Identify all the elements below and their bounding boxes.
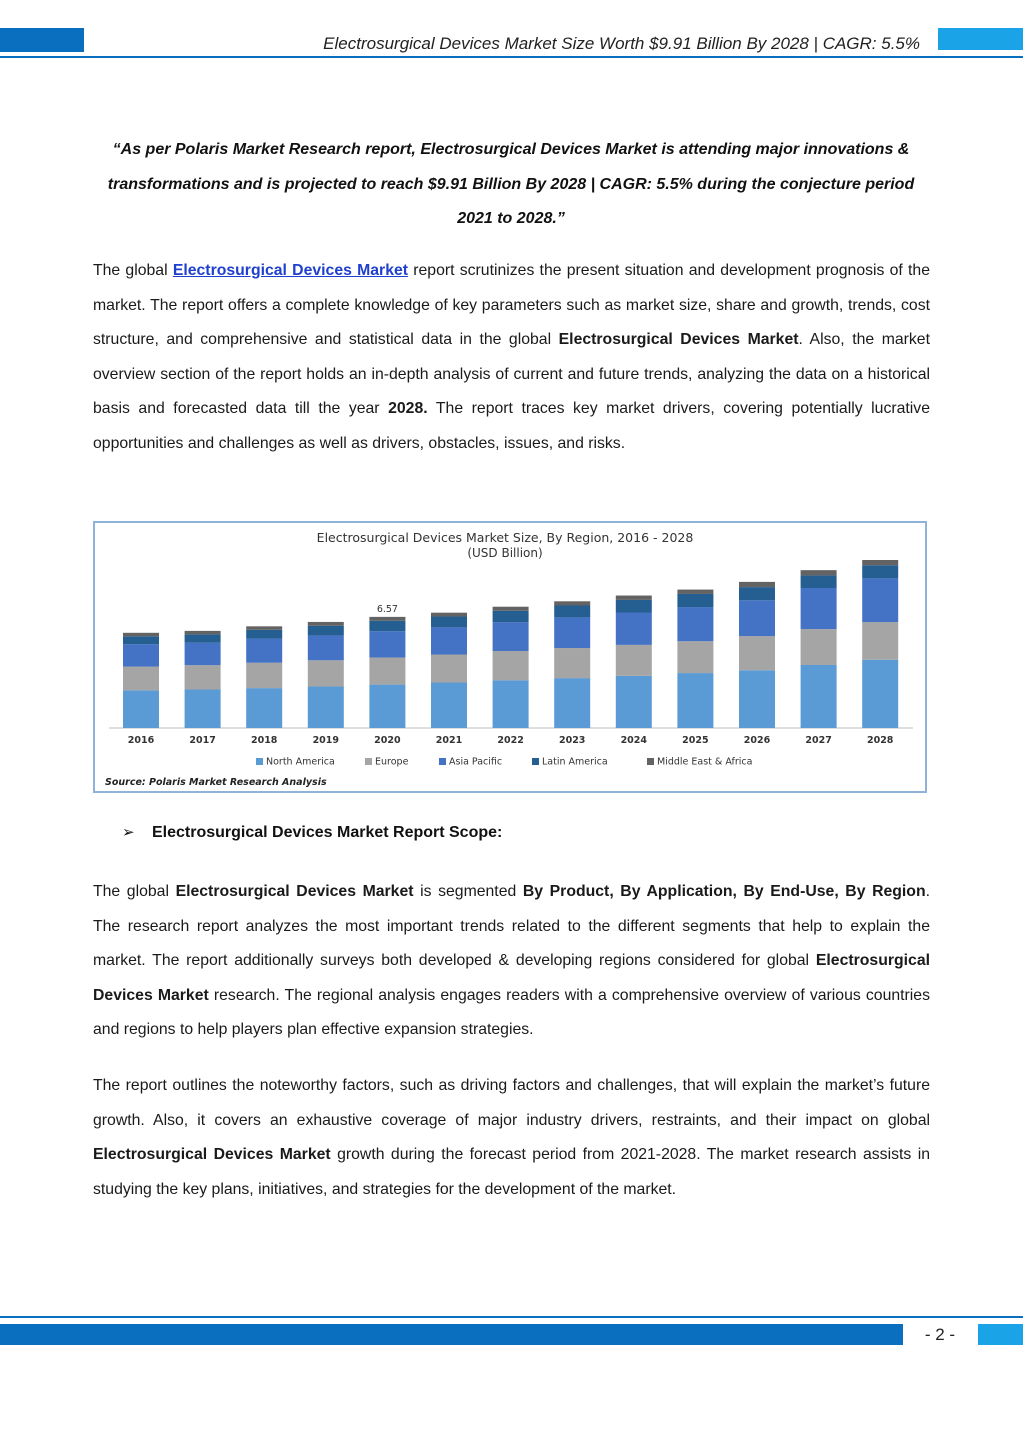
bar-segment-2027-middle-east-africa xyxy=(801,570,837,575)
bold-segments: By Product, By Application, By End-Use, By Region xyxy=(522,883,926,900)
bar-segment-2028-north-america xyxy=(862,660,898,728)
bold-year: 2028. xyxy=(388,400,428,418)
bar-segment-2018-middle-east-africa xyxy=(246,626,282,630)
bar-segment-2018-asia-pacific xyxy=(246,639,282,663)
bar-segment-2017-europe xyxy=(185,665,221,689)
x-tick-label-2022: 2022 xyxy=(497,735,524,746)
text-run: The report outlines the noteworthy factors, such as driving factors and challenges, that will explain the market’s future growth. Also, it covers an exhaustive coverage of major industry drivers, restraints, and their impact on global xyxy=(93,1077,930,1129)
data-label-2020: 6.57 xyxy=(376,603,398,615)
x-tick-label-2019: 2019 xyxy=(312,735,340,746)
text-run: is segmented xyxy=(413,883,523,900)
bar-segment-2023-europe xyxy=(554,648,590,678)
bar-segment-2017-asia-pacific xyxy=(185,643,221,665)
bar-segment-2026-latin-america xyxy=(739,587,775,600)
market-size-chart xyxy=(93,521,927,793)
bar-segment-2023-asia-pacific xyxy=(554,617,590,648)
page-number: - 2 - xyxy=(924,1325,956,1344)
bar-segment-2025-latin-america xyxy=(677,594,713,607)
x-tick-label-2025: 2025 xyxy=(682,735,709,746)
bar-segment-2016-north-america xyxy=(123,690,159,728)
quote-line-3: 2021 to 2028.” xyxy=(457,210,565,227)
bar-segment-2022-north-america xyxy=(493,680,529,728)
bar-segment-2017-middle-east-africa xyxy=(185,631,221,635)
bar-segment-2026-middle-east-africa xyxy=(739,582,775,587)
legend-swatch-europe xyxy=(365,758,372,765)
header-left-accent xyxy=(0,28,84,52)
bar-segment-2025-north-america xyxy=(677,673,713,728)
bar-segment-2028-middle-east-africa xyxy=(862,560,898,565)
quote-line-2: transformations and is projected to reach $9.91 Billion By 2028 | CAGR: 5.5% during the conjecture period xyxy=(107,175,915,193)
x-tick-label-2023: 2023 xyxy=(558,735,586,746)
footer-bar xyxy=(0,1324,903,1345)
bar-segment-2021-latin-america xyxy=(431,617,467,628)
bar-segment-2026-north-america xyxy=(739,670,775,728)
bar-segment-2028-europe xyxy=(862,622,898,660)
bar-segment-2020-asia-pacific xyxy=(369,631,405,657)
legend-swatch-north-america xyxy=(256,758,263,765)
bar-segment-2021-north-america xyxy=(431,683,467,729)
bar-segment-2028-asia-pacific xyxy=(862,578,898,622)
x-tick-label-2024: 2024 xyxy=(620,735,648,746)
legend-label-latin-america: Latin America xyxy=(542,756,608,768)
bar-segment-2020-latin-america xyxy=(369,621,405,632)
bar-segment-2016-latin-america xyxy=(123,636,159,644)
bar-segment-2019-middle-east-africa xyxy=(308,622,344,626)
legend-label-north-america: North America xyxy=(266,756,335,768)
chart-x-tick-labels xyxy=(128,735,894,746)
intro-quote xyxy=(88,133,934,237)
x-tick-label-2018: 2018 xyxy=(250,735,278,746)
x-tick-label-2016: 2016 xyxy=(127,735,155,746)
chart-canvas xyxy=(95,523,925,791)
chart-subtitle: (USD Billion) xyxy=(467,546,543,560)
header-right-accent xyxy=(938,28,1023,50)
bar-segment-2019-latin-america xyxy=(308,626,344,636)
outlook-paragraph xyxy=(93,1069,930,1207)
bar-segment-2021-europe xyxy=(431,655,467,683)
bold-market-name: Electrosurgical Devices Market xyxy=(558,331,799,349)
bar-segment-2027-asia-pacific xyxy=(801,588,837,629)
bar-segment-2020-europe xyxy=(369,657,405,684)
bar-segment-2024-latin-america xyxy=(616,600,652,613)
bar-segment-2022-latin-america xyxy=(493,611,529,622)
text-run: . Also, the market overview section of the report holds an in-depth analysis of current and future trends, analyzing the data on a historical basis and forecasted data till the year xyxy=(93,331,930,418)
x-tick-label-2020: 2020 xyxy=(374,735,401,746)
bar-segment-2027-latin-america xyxy=(801,575,837,588)
scope-paragraph xyxy=(93,875,930,1048)
bar-segment-2025-middle-east-africa xyxy=(677,590,713,594)
footer-right-accent xyxy=(978,1324,1023,1345)
legend-swatch-latin-america xyxy=(532,758,539,765)
quote-line-1: “As per Polaris Market Research report, Electrosurgical Devices Market is attending major innovations & xyxy=(112,141,910,158)
arrow-bullet-icon: ➢ xyxy=(122,824,135,841)
bar-segment-2016-asia-pacific xyxy=(123,644,159,666)
bar-segment-2023-latin-america xyxy=(554,606,590,618)
chart-bars xyxy=(123,560,898,728)
legend-label-asia-pacific: Asia Pacific xyxy=(449,756,503,768)
x-tick-label-2021: 2021 xyxy=(435,735,463,746)
bar-segment-2024-north-america xyxy=(616,676,652,728)
bar-segment-2019-north-america xyxy=(308,687,344,728)
report-scope-heading xyxy=(122,823,502,842)
bar-segment-2022-europe xyxy=(493,651,529,680)
bar-segment-2022-asia-pacific xyxy=(493,622,529,651)
text-run: . The research report analyzes the most important trends related to the different segments that help to explain the market. The report additionally surveys both developed & developing regions considered for global xyxy=(93,883,930,970)
bar-segment-2023-middle-east-africa xyxy=(554,601,590,605)
bar-segment-2020-north-america xyxy=(369,685,405,728)
text-run: report scrutinizes the present situation and development prognosis of the market. The report offers a complete knowledge of key parameters such as market size, share and growth, trends, cost structure, and comprehensive and statistical data in the global xyxy=(93,262,930,349)
bold-market-name: Electrosurgical Devices Market xyxy=(175,883,414,900)
bar-segment-2018-europe xyxy=(246,663,282,688)
bar-segment-2024-europe xyxy=(616,645,652,676)
bar-segment-2022-middle-east-africa xyxy=(493,607,529,611)
bar-segment-2024-asia-pacific xyxy=(616,613,652,645)
x-tick-label-2027: 2027 xyxy=(805,735,832,746)
bar-segment-2018-north-america xyxy=(246,688,282,728)
text-run: research. The regional analysis engages readers with a comprehensive overview of various countries and regions to help players plan effective expansion strategies. xyxy=(93,986,930,1039)
bar-segment-2021-asia-pacific xyxy=(431,627,467,654)
x-tick-label-2028: 2028 xyxy=(866,735,894,746)
chart-title: Electrosurgical Devices Market Size, By Region, 2016 - 2028 xyxy=(316,530,694,545)
text-run: growth during the forecast period from 2021-2028. The market research assists in studying the key plans, initiatives, and strategies for the development of the market. xyxy=(93,1146,931,1198)
bar-segment-2025-europe xyxy=(677,641,713,673)
text-run: The global xyxy=(93,262,173,279)
bar-segment-2019-asia-pacific xyxy=(308,635,344,660)
header-title: Electrosurgical Devices Market Size Worth $9.91 Billion By 2028 | CAGR: 5.5% xyxy=(323,34,920,53)
bar-segment-2017-latin-america xyxy=(185,634,221,642)
bar-segment-2028-latin-america xyxy=(862,565,898,578)
report-scope-heading-text: Electrosurgical Devices Market Report Scope: xyxy=(152,824,503,841)
bold-market-name: Electrosurgical Devices Market xyxy=(93,952,930,1004)
header-divider xyxy=(0,56,1023,58)
bar-segment-2017-north-america xyxy=(185,690,221,729)
bar-segment-2020-middle-east-africa xyxy=(369,617,405,621)
bar-segment-2026-asia-pacific xyxy=(739,600,775,636)
bold-market-name: Electrosurgical Devices Market xyxy=(93,1146,331,1164)
chart-source: Source: Polaris Market Research Analysis xyxy=(105,777,327,788)
text-run: The global xyxy=(93,883,176,900)
x-tick-label-2017: 2017 xyxy=(189,735,216,746)
bar-segment-2026-europe xyxy=(739,636,775,670)
footer-divider xyxy=(0,1316,1023,1318)
legend-swatch-asia-pacific xyxy=(439,758,446,765)
bar-segment-2027-europe xyxy=(801,629,837,665)
bar-segment-2023-north-america xyxy=(554,678,590,728)
x-tick-label-2026: 2026 xyxy=(743,735,771,746)
text-run: The report traces key market drivers, covering potentially lucrative opportunities and challenges as well as drivers, obstacles, issues, and risks. xyxy=(93,400,930,452)
bar-segment-2024-middle-east-africa xyxy=(616,596,652,600)
bar-segment-2016-middle-east-africa xyxy=(123,633,159,637)
bar-segment-2025-asia-pacific xyxy=(677,607,713,641)
legend-swatch-middle-east-africa xyxy=(647,758,654,765)
bar-segment-2027-north-america xyxy=(801,665,837,728)
market-report-link[interactable]: Electrosurgical Devices Market xyxy=(172,262,409,279)
bar-segment-2016-europe xyxy=(123,667,159,691)
bar-segment-2019-europe xyxy=(308,660,344,686)
chart-legend xyxy=(256,757,752,768)
legend-label-middle-east-africa: Middle East & Africa xyxy=(657,756,753,768)
bar-segment-2018-latin-america xyxy=(246,630,282,639)
bar-segment-2021-middle-east-africa xyxy=(431,613,467,617)
legend-label-europe: Europe xyxy=(375,756,409,768)
intro-paragraph xyxy=(93,254,930,462)
